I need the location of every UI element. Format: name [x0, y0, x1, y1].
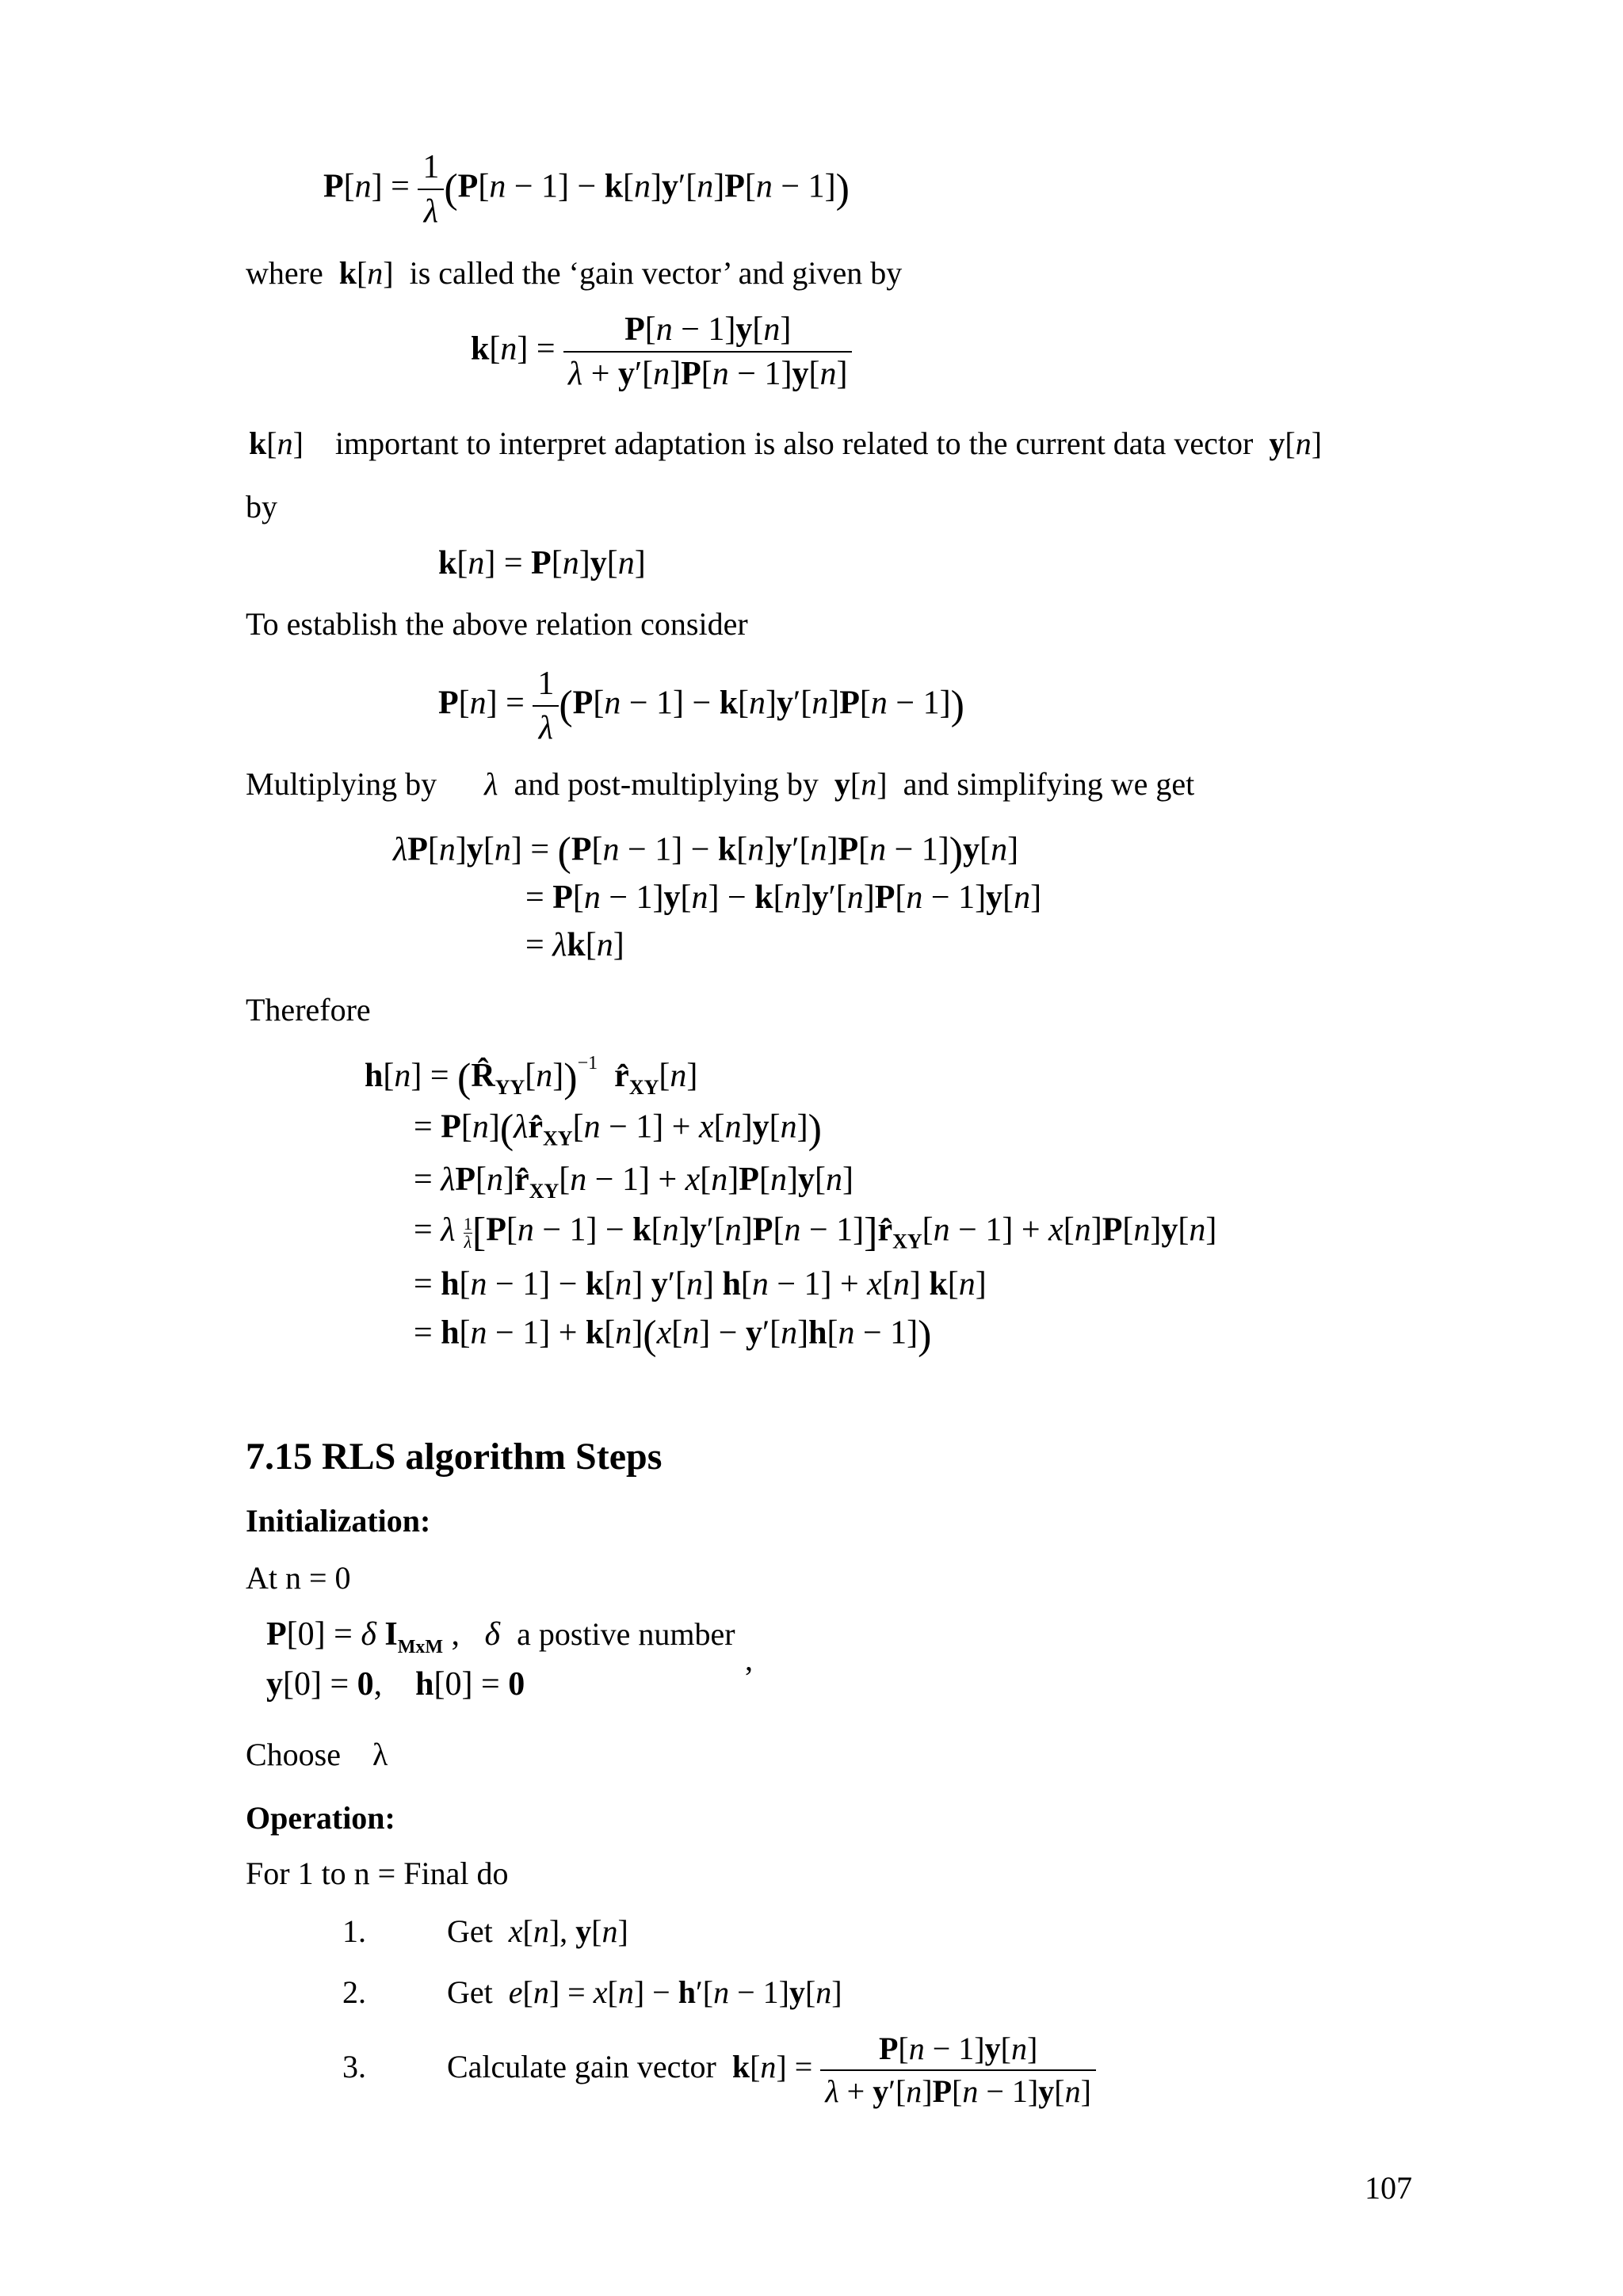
choose-line	[246, 1739, 388, 1771]
page-number: 107	[1365, 2170, 1412, 2206]
establish-text: To establish the above relation consider	[246, 606, 748, 642]
initialization-heading: Initialization:	[246, 1503, 431, 1539]
for-loop-text: For 1 to n = Final do	[246, 1855, 509, 1891]
therefore-text: Therefore	[246, 992, 371, 1028]
where-post-text: is called the ‘gain vector’ and given by	[409, 255, 903, 291]
y-n-symbol: y[n]	[1269, 425, 1323, 461]
equation-h-line-5: = h[n − 1] − k[n] y′[n] h[n − 1] + x[n] k[n]	[414, 1266, 987, 1302]
y-n-symbol: y[n]	[834, 766, 888, 802]
equation-derivation-line-3: = λk[n]	[525, 927, 624, 963]
equation-h-line-2: = $P[n](\lambda r̂_{XY}[n - 1] + x[n]y[n])$	[414, 1107, 822, 1152]
equation-derivation-line-1: λP[n]y[n] = (P[n − 1] − k[n]y′[n]P[n − 1])y[n]	[393, 830, 1019, 875]
at-n0-text: At n = 0	[246, 1560, 351, 1596]
equation-h-line-6: = h[n − 1] + k[n](x[n] − y′[n]h[n − 1])	[414, 1313, 932, 1358]
kn-interpretation-text: important to interpret adaptation is also related to the current data vector	[334, 425, 1254, 461]
mult-post-text: and simplifying we get	[903, 766, 1195, 802]
step-number: 3.	[342, 2049, 366, 2085]
equation-h-line-4: = λ $\frac{1}{\lambda}$ $[P[n - 1] - k[n]y'[n]P[n - 1]]r̂_{XY}[n - 1] + x[n]P[n]y[n]$	[414, 1210, 1217, 1255]
choose-lambda-symbol: λ	[372, 1737, 388, 1772]
init-comma: ,	[745, 1642, 753, 1677]
step-2-formula: e[n] = x[n] − h′[n − 1]y[n]	[508, 1974, 842, 2010]
where-text: where	[246, 255, 323, 291]
mult-mid-text: and post-multiplying by	[514, 766, 819, 802]
step-label: Calculate gain vector	[447, 2049, 716, 2085]
k-n-symbol: k[n]	[338, 255, 402, 291]
section-heading: 7.15 RLS algorithm Steps	[246, 1436, 663, 1478]
step-label: Get	[447, 1913, 493, 1949]
step-1-formula: x[n], y[n]	[508, 1913, 628, 1949]
equation-p-update-top: P[n] = $\frac{1}{\lambda}$ (P[n − 1] − k[n]y′[n]P[n − 1])	[323, 149, 850, 230]
by-text: by	[246, 489, 277, 524]
kn-interpretation-line	[249, 425, 1323, 461]
equation-init-y-h: y[0] = 0, h[0] = 0	[266, 1666, 525, 1703]
k-n-symbol: k[n]	[249, 425, 304, 461]
equation-p-update-second: P[n] = $\frac{1}{\lambda}$ (P[n − 1] − k[n]y′[n]P[n − 1])	[438, 666, 964, 746]
step-number: 1.	[342, 1913, 366, 1949]
postive-text: a postive number	[517, 1616, 735, 1652]
step-3-formula: k[n] = $\frac{P[n - 1]y[n]}{\lambda + y'[n]P[n - 1]y[n]}$	[732, 2049, 1096, 2084]
gain-vector-definition-line	[246, 257, 902, 289]
operation-heading: Operation:	[246, 1800, 395, 1836]
equation-h-line-1: $h[n] = (R̂_{YY}[n])^{-1}$ $r̂_{XY}[n]$	[365, 1053, 698, 1101]
lambda-symbol: λ	[484, 766, 498, 802]
multiplying-line	[246, 766, 1195, 802]
equation-init-p: P[0] = δ $I_{MxM}$ , δ a postive number	[266, 1616, 735, 1657]
step-1	[342, 1913, 628, 1949]
step-2	[342, 1974, 842, 2010]
choose-text: Choose	[246, 1737, 341, 1772]
equation-gain-vector: k[n] = $\frac{P[n - 1]y[n]}{\lambda + y'[n]P[n - 1]y[n]}$	[471, 313, 852, 391]
mult-pre-text: Multiplying by	[246, 766, 437, 802]
step-number: 2.	[342, 1974, 366, 2010]
equation-derivation-line-2: = P[n − 1]y[n] − k[n]y′[n]P[n − 1]y[n]	[525, 879, 1042, 916]
equation-h-line-3: = $\lambda P[n]r̂_{XY}[n - 1] + x[n]P[n]y[n]$	[414, 1161, 854, 1203]
step-3	[342, 2033, 1096, 2107]
equation-k-equals-py: k[n] = P[n]y[n]	[438, 545, 646, 582]
step-label: Get	[447, 1974, 493, 2010]
